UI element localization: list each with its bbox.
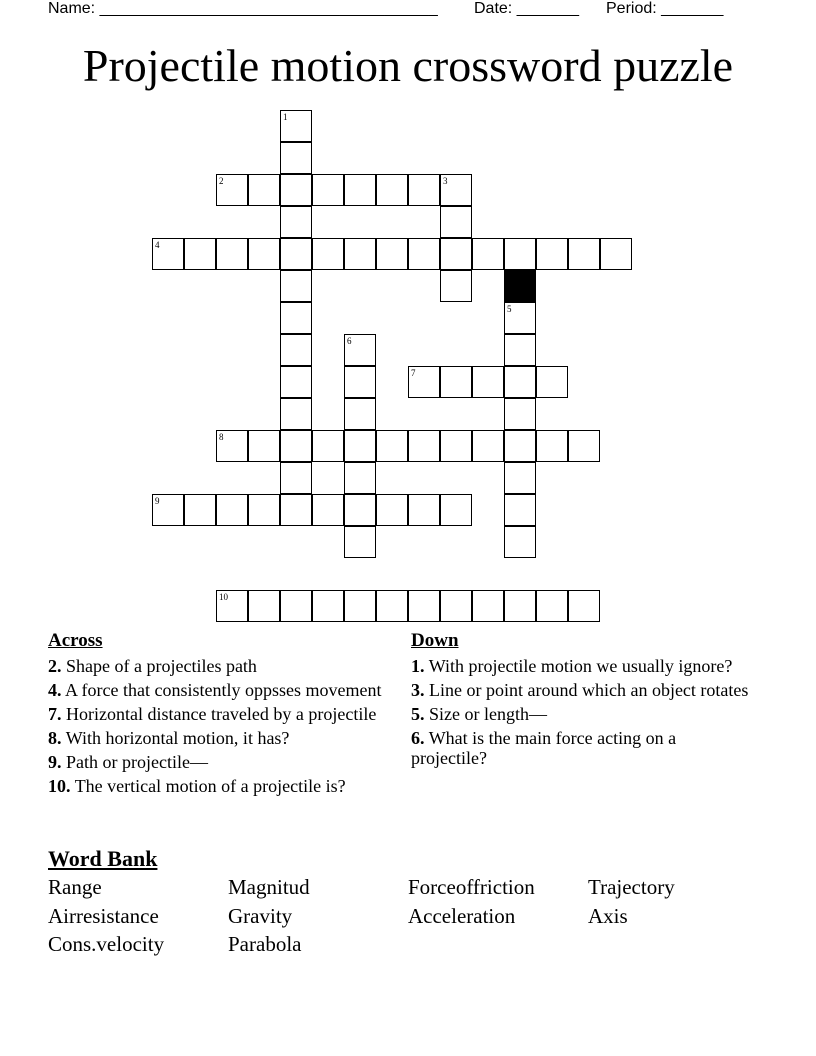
crossword-cell[interactable] (472, 430, 504, 462)
crossword-cell[interactable] (216, 430, 248, 462)
crossword-cell[interactable] (536, 590, 568, 622)
clue-text: The vertical motion of a projectile is? (74, 776, 346, 796)
clue-text: With horizontal motion, it has? (65, 728, 290, 748)
crossword-cell[interactable] (280, 462, 312, 494)
crossword-cell[interactable] (216, 174, 248, 206)
crossword-cell[interactable] (344, 526, 376, 558)
clue-text: Shape of a projectiles path (66, 656, 257, 676)
across-clue (48, 680, 388, 700)
crossword-cell[interactable] (440, 366, 472, 398)
crossword-cell[interactable] (504, 494, 536, 526)
date-field-label: Date: _______ (474, 0, 579, 17)
crossword-cell[interactable] (472, 366, 504, 398)
clue-text: What is the main force acting on a projectile? (411, 728, 677, 768)
crossword-cell[interactable] (376, 494, 408, 526)
crossword-cell[interactable] (504, 334, 536, 366)
period-field-label: Period: _______ (606, 0, 724, 17)
crossword-cell[interactable] (504, 238, 536, 270)
crossword-cell[interactable] (280, 398, 312, 430)
crossword-cell[interactable] (408, 174, 440, 206)
clue-number: 4 (155, 240, 160, 250)
clue-text: Horizontal distance traveled by a projectile (66, 704, 377, 724)
crossword-cell[interactable] (536, 238, 568, 270)
crossword-cell[interactable] (312, 494, 344, 526)
crossword-cell[interactable] (440, 270, 472, 302)
crossword-cell[interactable] (536, 366, 568, 398)
down-clue (411, 704, 751, 724)
crossword-cell[interactable] (504, 302, 536, 334)
crossword-cell[interactable] (440, 430, 472, 462)
across-clue (48, 776, 388, 796)
crossword-cell[interactable] (504, 430, 536, 462)
clue-number: 9 (155, 496, 160, 506)
clue-number-label: 6. (411, 728, 425, 748)
crossword-cell[interactable] (248, 590, 280, 622)
down-clue (411, 728, 751, 768)
crossword-cell[interactable] (280, 302, 312, 334)
clue-number: 8 (219, 432, 224, 442)
crossword-cell[interactable] (280, 494, 312, 526)
crossword-cell[interactable] (280, 238, 312, 270)
word-bank-word: Parabola (228, 932, 302, 956)
crossword-cell[interactable] (504, 462, 536, 494)
crossword-cell[interactable] (344, 366, 376, 398)
across-clue (48, 728, 388, 748)
crossword-cell[interactable] (376, 238, 408, 270)
crossword-cell[interactable] (344, 430, 376, 462)
crossword-cell[interactable] (344, 398, 376, 430)
across-clues (48, 630, 388, 800)
clue-text: Path or projectile— (66, 752, 208, 772)
crossword-cell[interactable] (344, 494, 376, 526)
crossword-cell[interactable] (344, 590, 376, 622)
word-bank-word: Axis (588, 904, 628, 928)
clue-number-label: 2. (48, 656, 62, 676)
word-bank-word: Gravity (228, 904, 293, 928)
crossword-cell[interactable] (344, 174, 376, 206)
crossword-cell[interactable] (504, 398, 536, 430)
clue-number-label: 5. (411, 704, 425, 724)
crossword-cell[interactable] (312, 430, 344, 462)
crossword-cell[interactable] (312, 590, 344, 622)
clue-number-label: 1. (411, 656, 425, 676)
clue-number-label: 4. (48, 680, 62, 700)
word-bank-word: Cons.velocity (48, 932, 165, 956)
clue-number: 6 (347, 336, 352, 346)
crossword-cell[interactable] (248, 494, 280, 526)
clue-number: 10 (219, 592, 228, 602)
clue-number: 3 (443, 176, 448, 186)
clue-number-label: 3. (411, 680, 425, 700)
crossword-cell[interactable] (280, 110, 312, 142)
crossword-cell[interactable] (408, 430, 440, 462)
crossword-cell[interactable] (376, 430, 408, 462)
crossword-cell[interactable] (248, 430, 280, 462)
clue-number-label: 7. (48, 704, 62, 724)
clue-number: 5 (507, 304, 512, 314)
word-bank-heading: Word Bank (48, 846, 158, 871)
crossword-cell[interactable] (600, 238, 632, 270)
down-clues (411, 630, 751, 772)
word-bank-word: Magnitud (228, 875, 310, 899)
crossword-cell[interactable] (536, 430, 568, 462)
crossword-cell[interactable] (440, 590, 472, 622)
crossword-cell[interactable] (280, 206, 312, 238)
crossword-cell[interactable] (152, 238, 184, 270)
word-bank-word: Forceoffriction (408, 875, 535, 899)
across-heading: Across (48, 630, 103, 651)
crossword-cell[interactable] (184, 494, 216, 526)
clue-number: 2 (219, 176, 224, 186)
page-title: Projectile motion crossword puzzle (82, 40, 734, 91)
crossword-cell[interactable] (280, 142, 312, 174)
crossword-cell[interactable] (216, 590, 248, 622)
clue-number-label: 10. (48, 776, 71, 796)
crossword-cell[interactable] (408, 238, 440, 270)
crossword-cell[interactable] (472, 238, 504, 270)
clue-text: Line or point around which an object rotates (429, 680, 749, 700)
crossword-cell[interactable] (280, 430, 312, 462)
word-bank-word: Acceleration (408, 904, 516, 928)
clue-number: 1 (283, 112, 288, 122)
crossword-cell[interactable] (344, 334, 376, 366)
across-clue (48, 752, 388, 772)
crossword-cell[interactable] (504, 590, 536, 622)
crossword-cell[interactable] (376, 174, 408, 206)
crossword-black-cell (504, 270, 536, 302)
crossword-cell[interactable] (504, 526, 536, 558)
crossword-cell[interactable] (184, 238, 216, 270)
crossword-cell[interactable] (152, 494, 184, 526)
crossword-cell[interactable] (408, 590, 440, 622)
crossword-cell[interactable] (344, 462, 376, 494)
clue-number: 7 (411, 368, 416, 378)
crossword-cell[interactable] (248, 174, 280, 206)
crossword-cell[interactable] (344, 238, 376, 270)
crossword-cell[interactable] (504, 366, 536, 398)
crossword-cell[interactable] (440, 494, 472, 526)
crossword-cell[interactable] (216, 494, 248, 526)
word-bank-word: Airresistance (48, 904, 159, 928)
crossword-cell[interactable] (568, 590, 600, 622)
crossword-cell[interactable] (280, 590, 312, 622)
across-clue-list (48, 656, 388, 796)
crossword-cell[interactable] (408, 494, 440, 526)
down-heading: Down (411, 630, 459, 651)
name-field-label: Name: ______________________________________ (48, 0, 438, 17)
crossword-cell[interactable] (280, 270, 312, 302)
across-clue (48, 656, 388, 676)
crossword-cell[interactable] (248, 238, 280, 270)
clue-number-label: 8. (48, 728, 62, 748)
crossword-cell[interactable] (408, 366, 440, 398)
word-bank-word: Range (48, 875, 102, 899)
crossword-cell[interactable] (312, 174, 344, 206)
across-clue (48, 704, 388, 724)
crossword-cell[interactable] (568, 430, 600, 462)
crossword-cell[interactable] (280, 334, 312, 366)
clue-number-label: 9. (48, 752, 62, 772)
crossword-cell[interactable] (568, 238, 600, 270)
down-clue-list (411, 656, 751, 768)
crossword-cell[interactable] (280, 366, 312, 398)
crossword-cell[interactable] (472, 590, 504, 622)
down-clue (411, 656, 751, 676)
down-clue (411, 680, 751, 700)
crossword-cell[interactable] (440, 174, 472, 206)
word-bank-word: Trajectory (588, 875, 675, 899)
crossword-cell[interactable] (376, 590, 408, 622)
crossword-cell[interactable] (440, 238, 472, 270)
crossword-cell[interactable] (440, 206, 472, 238)
crossword-cell[interactable] (280, 174, 312, 206)
clue-text: With projectile motion we usually ignore? (428, 656, 733, 676)
clue-text: Size or length— (429, 704, 547, 724)
crossword-cell[interactable] (216, 238, 248, 270)
crossword-cell[interactable] (312, 238, 344, 270)
clue-text: A force that consistently oppsses movement (65, 680, 382, 700)
